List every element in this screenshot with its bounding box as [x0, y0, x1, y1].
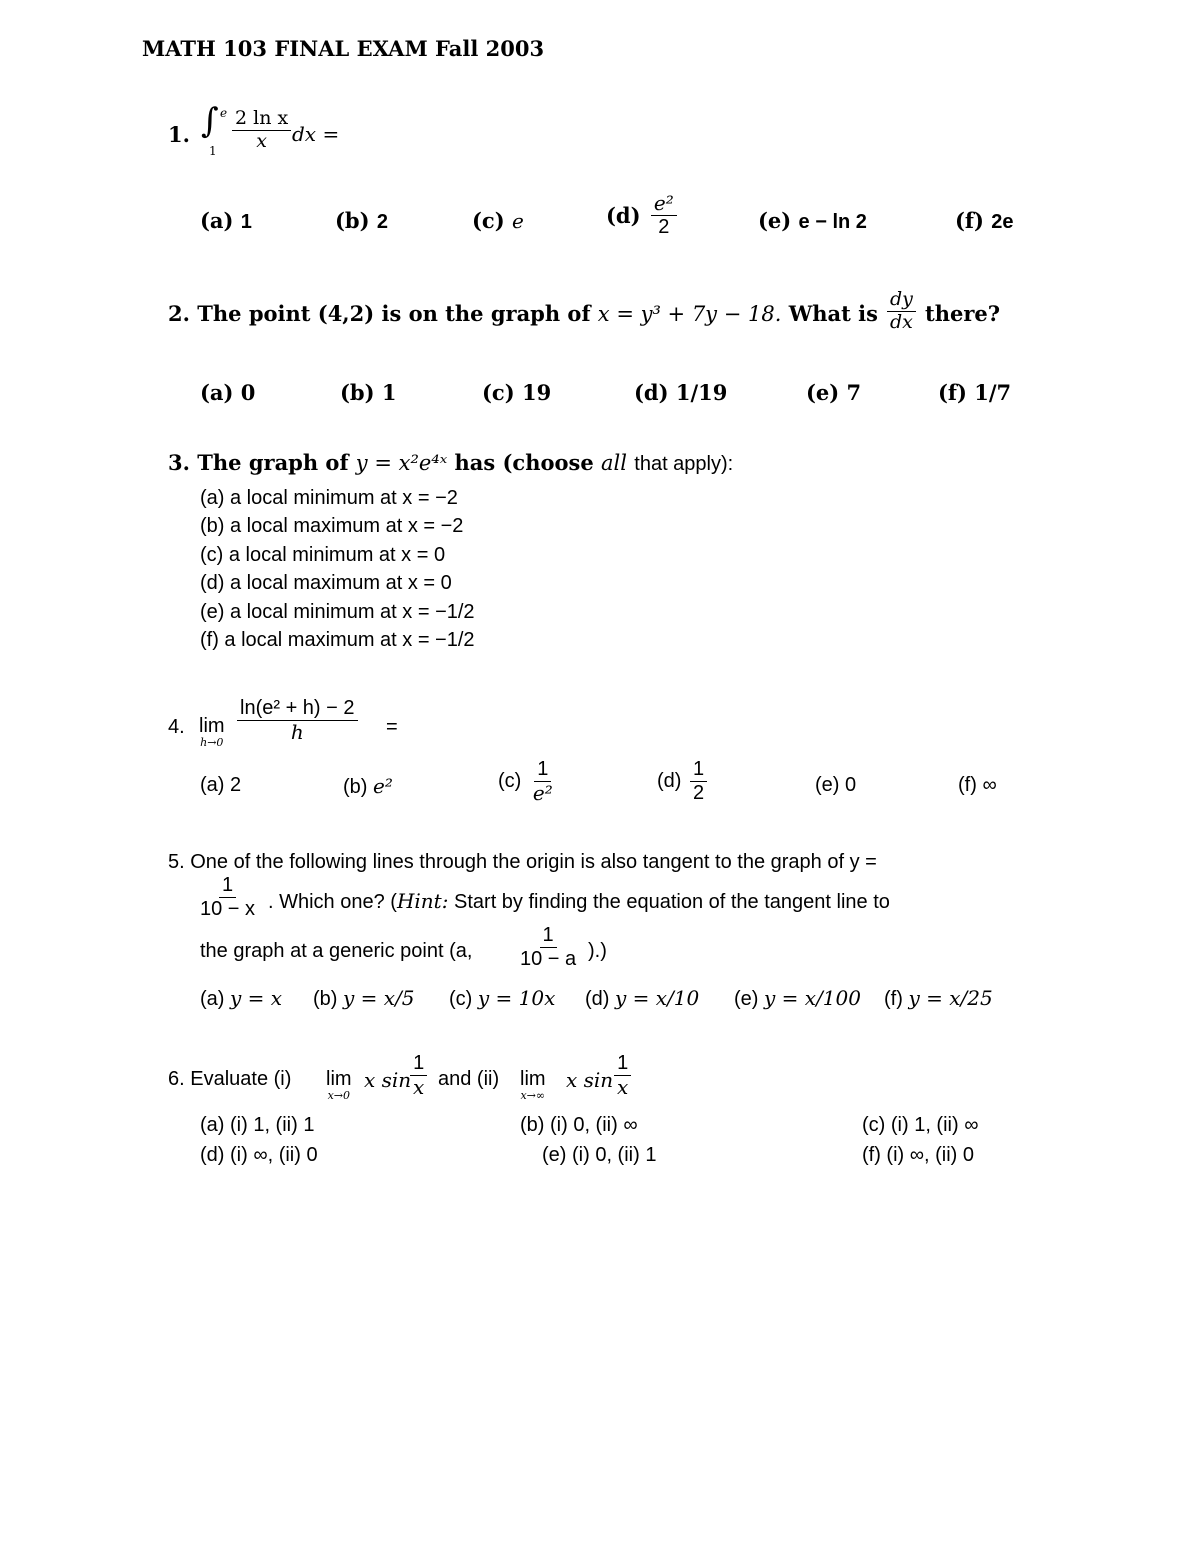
q4-choice-f[interactable]: (f) ∞ [958, 774, 997, 796]
q5-fraction2: $\frac{1}{10 - a}$ [520, 924, 577, 970]
q5-choice-e[interactable]: (e) y = x/100 [734, 986, 861, 1010]
q6-frac1: $\frac{1}{x}$ [410, 1052, 427, 1099]
q5-choice-a[interactable]: (a) y = x [200, 986, 283, 1010]
q1-lower-limit: 1 [209, 144, 217, 158]
q1-choice-d[interactable]: (d) $\frac{\text{e²}}{2}$ [606, 192, 680, 239]
q5-fraction: $\frac{1}{10 - x}$ [200, 874, 256, 920]
q1-fraction [229, 108, 294, 153]
q6-text-b: and (ii) [438, 1068, 500, 1090]
q1-upper-limit: e [220, 106, 228, 120]
q5-line2: . Which one? (Hint: Start by finding the equation of the tangent line to [268, 889, 890, 913]
q3-option-e[interactable]: (e) a local minimum at x = −1/2 [200, 600, 475, 623]
q2-choice-f[interactable]: (f) 1/7 [938, 380, 1012, 405]
q5-choice-c[interactable]: (c) y = 10x [449, 986, 556, 1010]
q2-choice-d[interactable]: (d) 1/19 [634, 380, 728, 405]
q5-line1: 5. One of the following lines through the origin is also tangent to the graph of y = [168, 851, 877, 873]
q5-choice-d[interactable]: (d) y = x/10 [585, 986, 700, 1010]
q6-expr1: x sin [364, 1068, 412, 1092]
q1-integral [201, 101, 219, 141]
q6-limit1: lim x→0 [326, 1068, 352, 1102]
q1-numerator: 2 ln x [232, 108, 291, 131]
q3-option-d[interactable]: (d) a local maximum at x = 0 [200, 572, 452, 595]
q5-line3a: the graph at a generic point (a, [200, 940, 473, 962]
q1-number: 1. [168, 122, 190, 147]
q4-choice-a[interactable]: (a) 2 [200, 774, 242, 796]
q4-number: 4. [168, 716, 185, 738]
q6-choice-f[interactable]: (f) (i) ∞, (ii) 0 [862, 1144, 975, 1166]
q2-choice-e[interactable]: (e) 7 [806, 380, 862, 405]
q4-choice-b[interactable]: (b) e² [343, 774, 393, 798]
q3-option-f[interactable]: (f) a local maximum at x = −1/2 [200, 629, 475, 652]
integral-sign: ∫ [201, 101, 219, 141]
q2-choice-a[interactable]: (a) 0 [200, 380, 256, 405]
q6-choice-a[interactable]: (a) (i) 1, (ii) 1 [200, 1114, 315, 1136]
q4-denominator: h [290, 720, 304, 744]
q5-line3b: ).) [588, 940, 607, 962]
q6-choice-b[interactable]: (b) (i) 0, (ii) ∞ [520, 1114, 638, 1136]
q4-limit: lim h→0 [199, 715, 225, 749]
q2-choice-c[interactable]: (c) 19 [482, 380, 552, 405]
q5-choice-f[interactable]: (f) y = x/25 [884, 986, 993, 1010]
q4-numerator: ln(e² + h) − 2 [237, 697, 358, 721]
q2-derivative: $\frac{dy}{dx}$ [884, 289, 919, 334]
q6-expr2: x sin [566, 1068, 614, 1092]
page-title: MATH 103 FINAL EXAM Fall 2003 [142, 36, 545, 61]
q4-choice-d[interactable]: (d) $\frac{1}{2}$ [657, 758, 710, 805]
q4-tail: = [386, 716, 398, 738]
q1-choice-b[interactable]: (b) 2 [335, 208, 388, 233]
q4-choice-e[interactable]: (e) 0 [815, 774, 857, 796]
q6-limit2: lim x→∞ [520, 1068, 546, 1102]
q3-option-c[interactable]: (c) a local minimum at x = 0 [200, 543, 446, 566]
q1-choice-a[interactable]: (a) 1 [200, 208, 252, 233]
q3-option-b[interactable]: (b) a local maximum at x = −2 [200, 515, 464, 538]
q6-choice-e[interactable]: (e) (i) 0, (ii) 1 [542, 1144, 657, 1166]
q4-fraction [234, 697, 361, 744]
q5-choice-b[interactable]: (b) y = x/5 [313, 986, 415, 1010]
q1-tail: dx = [292, 122, 340, 146]
q3-option-a[interactable]: (a) a local minimum at x = −2 [200, 487, 458, 509]
q2-choice-b[interactable]: (b) 1 [340, 380, 397, 405]
q4-choice-c[interactable]: (c) $\frac{1}{\text{e²}}$ [498, 758, 553, 805]
q3-options [200, 484, 475, 654]
q2-text-after: there? [925, 301, 1001, 326]
q6-choice-d[interactable]: (d) (i) ∞, (ii) 0 [200, 1144, 318, 1166]
q6-intro: 6. Evaluate (i) [168, 1068, 292, 1090]
q2-text: 2. The point (4,2) is on the graph of x = y³ + 7y − 18. What is [168, 301, 878, 326]
q1-choice-e[interactable]: (e) e − ln 2 [758, 208, 867, 233]
q6-choice-c[interactable]: (c) (i) 1, (ii) ∞ [862, 1114, 979, 1136]
q1-choice-f[interactable]: (f) 2e [955, 208, 1014, 233]
q1-choice-c[interactable]: (c) e [472, 208, 524, 233]
q6-frac2: $\frac{1}{x}$ [614, 1052, 631, 1099]
q1-denominator: x [256, 129, 267, 152]
q3-text: 3. The graph of y = x²e⁴ˣ has (choose all that apply): [168, 450, 734, 475]
